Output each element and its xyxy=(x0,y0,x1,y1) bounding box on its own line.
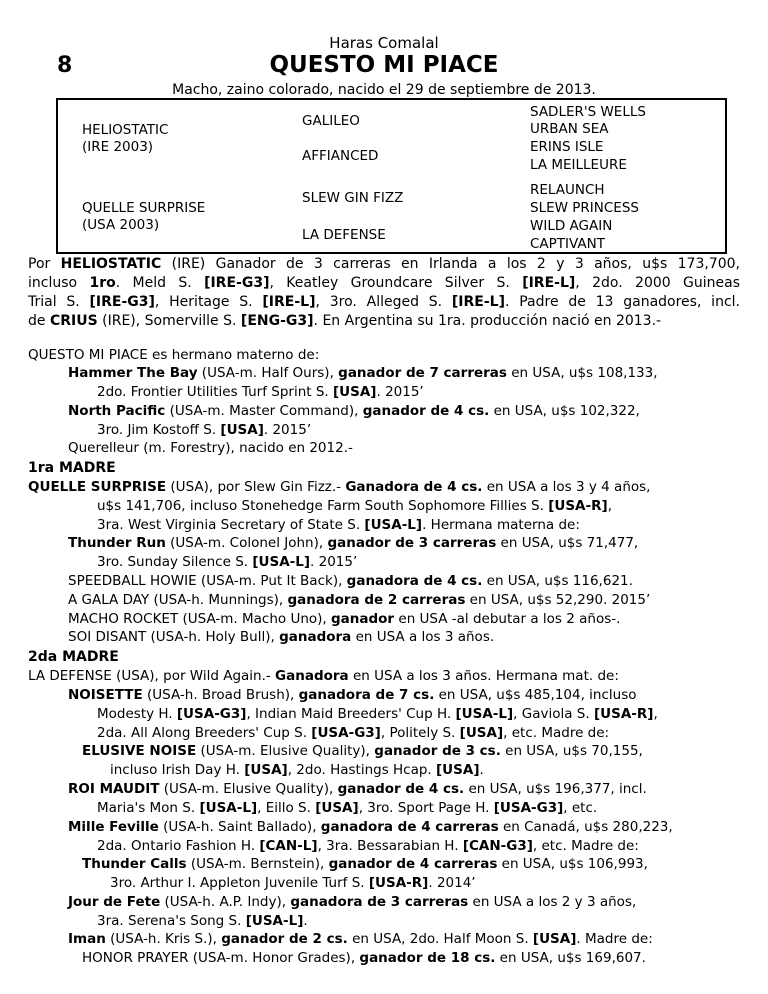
first-dam-line-1: QUELLE SURPRISE (USA), por Slew Gin Fizz.- Ganadora de 4 cs. en USA a los 3 y 4 años, xyxy=(28,479,651,495)
sibling-1-line-2: 2do. Frontier Utilities Turf Sprint S. [USA]. 2015’ xyxy=(97,384,424,400)
first-dam-sibling-5: SOI DISANT (USA-h. Holy Bull), ganadora en USA a los 3 años. xyxy=(68,629,495,645)
dam-origin: (USA 2003) xyxy=(82,217,160,233)
gen3-6: SLEW PRINCESS xyxy=(530,200,639,216)
jour-de-fete-line-1: Jour de Fete (USA-h. A.P. Indy), ganadora de 3 carreras en USA a los 2 y 3 años, xyxy=(68,894,637,910)
iman-line: Iman (USA-h. Kris S.), ganador de 2 cs. en USA, 2do. Half Moon S. [USA]. Madre de: xyxy=(68,931,653,947)
sire-para-line-1: Por HELIOSTATIC (IRE) Ganador de 3 carreras en Irlanda a los 2 y 3 años, u$s 173,700, xyxy=(28,256,740,272)
dam-sire: SLEW GIN FIZZ xyxy=(302,190,404,206)
pedigree-table xyxy=(56,98,727,254)
first-dam-sibling-3: A GALA DAY (USA-h. Munnings), ganadora de 2 carreras en USA, u$s 52,290. 2015’ xyxy=(68,592,651,608)
roi-maudit-line-1: ROI MAUDIT (USA-m. Elusive Quality), ganador de 4 cs. en USA, u$s 196,377, incl. xyxy=(68,781,647,797)
sire-para-line-2: incluso 1ro. Meld S. [IRE-G3], Keatley Groundcare Silver S. [IRE-L], 2do. 2000 Guineas xyxy=(28,275,740,291)
jour-de-fete-line-2: 3ra. Serena's Song S. [USA-L]. xyxy=(97,913,308,929)
sibling-3: Querelleur (m. Forestry), nacido en 2012.- xyxy=(68,440,353,456)
sire-origin: (IRE 2003) xyxy=(82,139,154,155)
honor-prayer-line: HONOR PRAYER (USA-m. Honor Grades), ganador de 18 cs. en USA, u$s 169,607. xyxy=(82,950,646,966)
mille-feville-line-1: Mille Feville (USA-h. Saint Ballado), ganadora de 4 carreras en Canadá, u$s 280,223, xyxy=(68,819,673,835)
roi-maudit-line-2: Maria's Mon S. [USA-L], Eillo S. [USA], 3ro. Sport Page H. [USA-G3], etc. xyxy=(97,800,598,816)
gen3-1: SADLER'S WELLS xyxy=(530,104,646,120)
farm-name: Haras Comalal xyxy=(329,34,439,52)
gen3-5: RELAUNCH xyxy=(530,182,605,198)
sire-para-line-3: Trial S. [IRE-G3], Heritage S. [IRE-L], 3ro. Alleged S. [IRE-L]. Padre de 13 ganadores, incl. xyxy=(28,294,740,310)
sibling-2-line-1: North Pacific (USA-m. Master Command), ganador de 4 cs. en USA, u$s 102,322, xyxy=(68,403,640,419)
horse-description: Macho, zaino colorado, nacido el 29 de septiembre de 2013. xyxy=(172,82,596,98)
gen3-2: URBAN SEA xyxy=(530,121,609,137)
dam-name: QUELLE SURPRISE xyxy=(82,200,206,216)
sibling-2-line-2: 3ro. Jim Kostoff S. [USA]. 2015’ xyxy=(97,422,312,438)
first-dam-sibling-1-line-2: 3ro. Sunday Silence S. [USA-L]. 2015’ xyxy=(97,554,358,570)
mille-feville-line-2: 2da. Ontario Fashion H. [CAN-L], 3ra. Bessarabian H. [CAN-G3], etc. Madre de: xyxy=(97,838,639,854)
sire-name: HELIOSTATIC xyxy=(82,122,169,138)
sire-dam: AFFIANCED xyxy=(302,148,379,164)
noisette-line-2: Modesty H. [USA-G3], Indian Maid Breeders' Cup H. [USA-L], Gaviola S. [USA-R], xyxy=(97,706,658,722)
siblings-intro: QUESTO MI PIACE es hermano materno de: xyxy=(28,347,320,363)
elusive-noise-line-1: ELUSIVE NOISE (USA-m. Elusive Quality), ganador de 3 cs. en USA, u$s 70,155, xyxy=(82,743,643,759)
gen3-4: LA MEILLEURE xyxy=(530,157,627,173)
second-dam-heading: 2da MADRE xyxy=(28,649,119,665)
thunder-calls-line-1: Thunder Calls (USA-m. Bernstein), ganador de 4 carreras en USA, u$s 106,993, xyxy=(82,856,648,872)
first-dam-sibling-2: SPEEDBALL HOWIE (USA-m. Put It Back), ganadora de 4 cs. en USA, u$s 116,621. xyxy=(68,573,633,589)
first-dam-sibling-1-line-1: Thunder Run (USA-m. Colonel John), ganador de 3 carreras en USA, u$s 71,477, xyxy=(68,535,639,551)
gen3-8: CAPTIVANT xyxy=(530,236,605,252)
thunder-calls-line-2: 3ro. Arthur I. Appleton Juvenile Turf S. [USA-R]. 2014’ xyxy=(110,875,476,891)
first-dam-line-3: 3ra. West Virginia Secretary of State S. [USA-L]. Hermana materna de: xyxy=(97,517,580,533)
gen3-7: WILD AGAIN xyxy=(530,218,613,234)
noisette-line-1: NOISETTE (USA-h. Broad Brush), ganadora de 7 cs. en USA, u$s 485,104, incluso xyxy=(68,687,637,703)
horse-name: QUESTO MI PIACE xyxy=(269,52,499,78)
dam-dam: LA DEFENSE xyxy=(302,227,386,243)
sibling-1-line-1: Hammer The Bay (USA-m. Half Ours), ganador de 7 carreras en USA, u$s 108,133, xyxy=(68,365,658,381)
first-dam-heading: 1ra MADRE xyxy=(28,460,116,476)
sire-sire: GALILEO xyxy=(302,113,360,129)
noisette-line-3: 2da. All Along Breeders' Cup S. [USA-G3], Politely S. [USA], etc. Madre de: xyxy=(97,725,610,741)
first-dam-line-2: u$s 141,706, incluso Stonehedge Farm South Sophomore Fillies S. [USA-R], xyxy=(97,498,612,514)
second-dam-line-1: LA DEFENSE (USA), por Wild Again.- Ganadora en USA a los 3 años. Hermana mat. de: xyxy=(28,668,619,684)
gen3-3: ERINS ISLE xyxy=(530,139,604,155)
elusive-noise-line-2: incluso Irish Day H. [USA], 2do. Hastings Hcap. [USA]. xyxy=(110,762,484,778)
lot-number: 8 xyxy=(57,53,73,78)
sire-para-line-4: de CRIUS (IRE), Somerville S. [ENG-G3]. En Argentina su 1ra. producción nació en 2013.- xyxy=(28,313,662,329)
first-dam-sibling-4: MACHO ROCKET (USA-m. Macho Uno), ganador en USA -al debutar a los 2 años-. xyxy=(68,611,621,627)
